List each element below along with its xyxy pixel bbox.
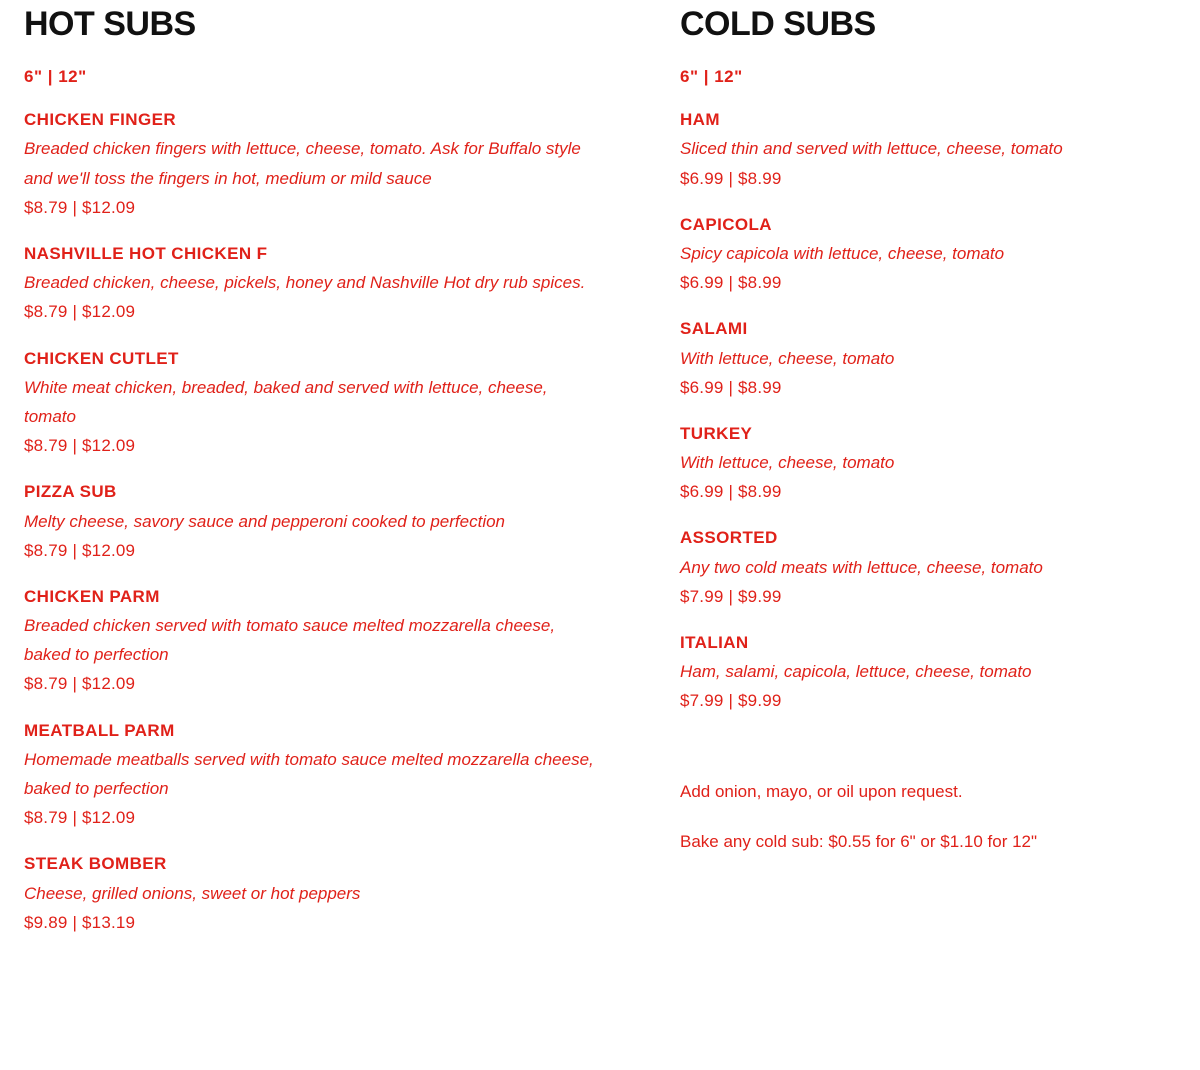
item-name: TURKEY [680,423,753,443]
list-item [24,720,600,832]
list-item [680,527,1176,610]
item-price: $9.89 | $13.19 [24,912,136,932]
item-name: STEAK BOMBER [24,854,167,874]
item-description: Sliced thin and served with lettuce, cheese, tomato [680,139,1063,159]
list-item [680,214,1176,297]
item-description: Spicy capicola with lettuce, cheese, tomato [680,244,1005,263]
item-description: Breaded chicken, cheese, pickels, honey and Nashville Hot dry rub spices. [24,273,586,293]
item-name: MEATBALL PARM [24,720,175,740]
size-header-hot-subs: 6" | 12" [24,67,87,87]
item-name: CHICKEN CUTLET [24,348,179,368]
item-name: HAM [680,110,720,130]
item-price: $6.99 | $8.99 [680,273,782,293]
item-description: Breaded chicken fingers with lettuce, cheese, tomato. Ask for Buffalo style and we'll toss the fingers in hot, medium or mild sauce [24,139,581,188]
note-bake-cold-sub: Bake any cold sub: $0.55 for 6" or $1.10 for 12" [680,831,1038,851]
item-description: With lettuce, cheese, tomato [680,453,895,473]
list-item [680,423,1176,506]
item-price: $7.99 | $9.99 [680,691,782,711]
list-item [680,318,1176,401]
item-description: Breaded chicken served with tomato sauce melted mozzarella cheese, baked to perfection [24,616,556,665]
item-price: $6.99 | $8.99 [680,377,782,397]
item-name: CHICKEN FINGER [24,110,176,130]
item-description: Homemade meatballs served with tomato sauce melted mozzarella cheese, baked to perfection [24,749,594,798]
item-price: $8.79 | $12.09 [24,197,136,217]
item-name: ITALIAN [680,632,749,652]
item-price: $8.79 | $12.09 [24,302,136,322]
item-price: $6.99 | $8.99 [680,482,782,502]
note-add-ons: Add onion, mayo, or oil upon request. [680,782,963,802]
item-price: $6.99 | $8.99 [680,168,782,188]
item-description: Any two cold meats with lettuce, cheese, tomato [680,557,1043,577]
item-name: ASSORTED [680,528,778,548]
list-item [24,853,600,936]
item-name: CHICKEN PARM [24,586,160,606]
menu-column-hot-subs [24,0,600,958]
item-name: NASHVILLE HOT CHICKEN F [24,244,268,264]
item-name: PIZZA SUB [24,482,117,502]
item-price: $8.79 | $12.09 [24,808,136,828]
item-price: $7.99 | $9.99 [680,586,782,606]
page-title-cold-subs: COLD SUBS [680,5,876,43]
item-price: $8.79 | $12.09 [24,674,136,694]
item-price: $8.79 | $12.09 [24,540,136,560]
size-header-cold-subs: 6" | 12" [680,67,743,87]
list-item [24,586,600,698]
item-price: $8.79 | $12.09 [24,436,136,456]
item-name: CAPICOLA [680,214,772,234]
item-description: With lettuce, cheese, tomato [680,348,895,368]
list-item [680,109,1176,192]
list-item [24,243,600,326]
list-item [24,481,600,564]
page-title-hot-subs: HOT SUBS [24,5,196,43]
list-item [680,632,1176,715]
item-description: Cheese, grilled onions, sweet or hot peppers [24,883,361,903]
item-name: SALAMI [680,319,748,339]
item-description: Ham, salami, capicola, lettuce, cheese, tomato [680,662,1032,682]
item-description: White meat chicken, breaded, baked and served with lettuce, cheese, tomato [24,377,548,426]
menu-column-cold-subs [600,0,1176,855]
item-description: Melty cheese, savory sauce and pepperoni cooked to perfection [24,511,506,531]
list-item [24,348,600,460]
list-item [24,109,600,221]
